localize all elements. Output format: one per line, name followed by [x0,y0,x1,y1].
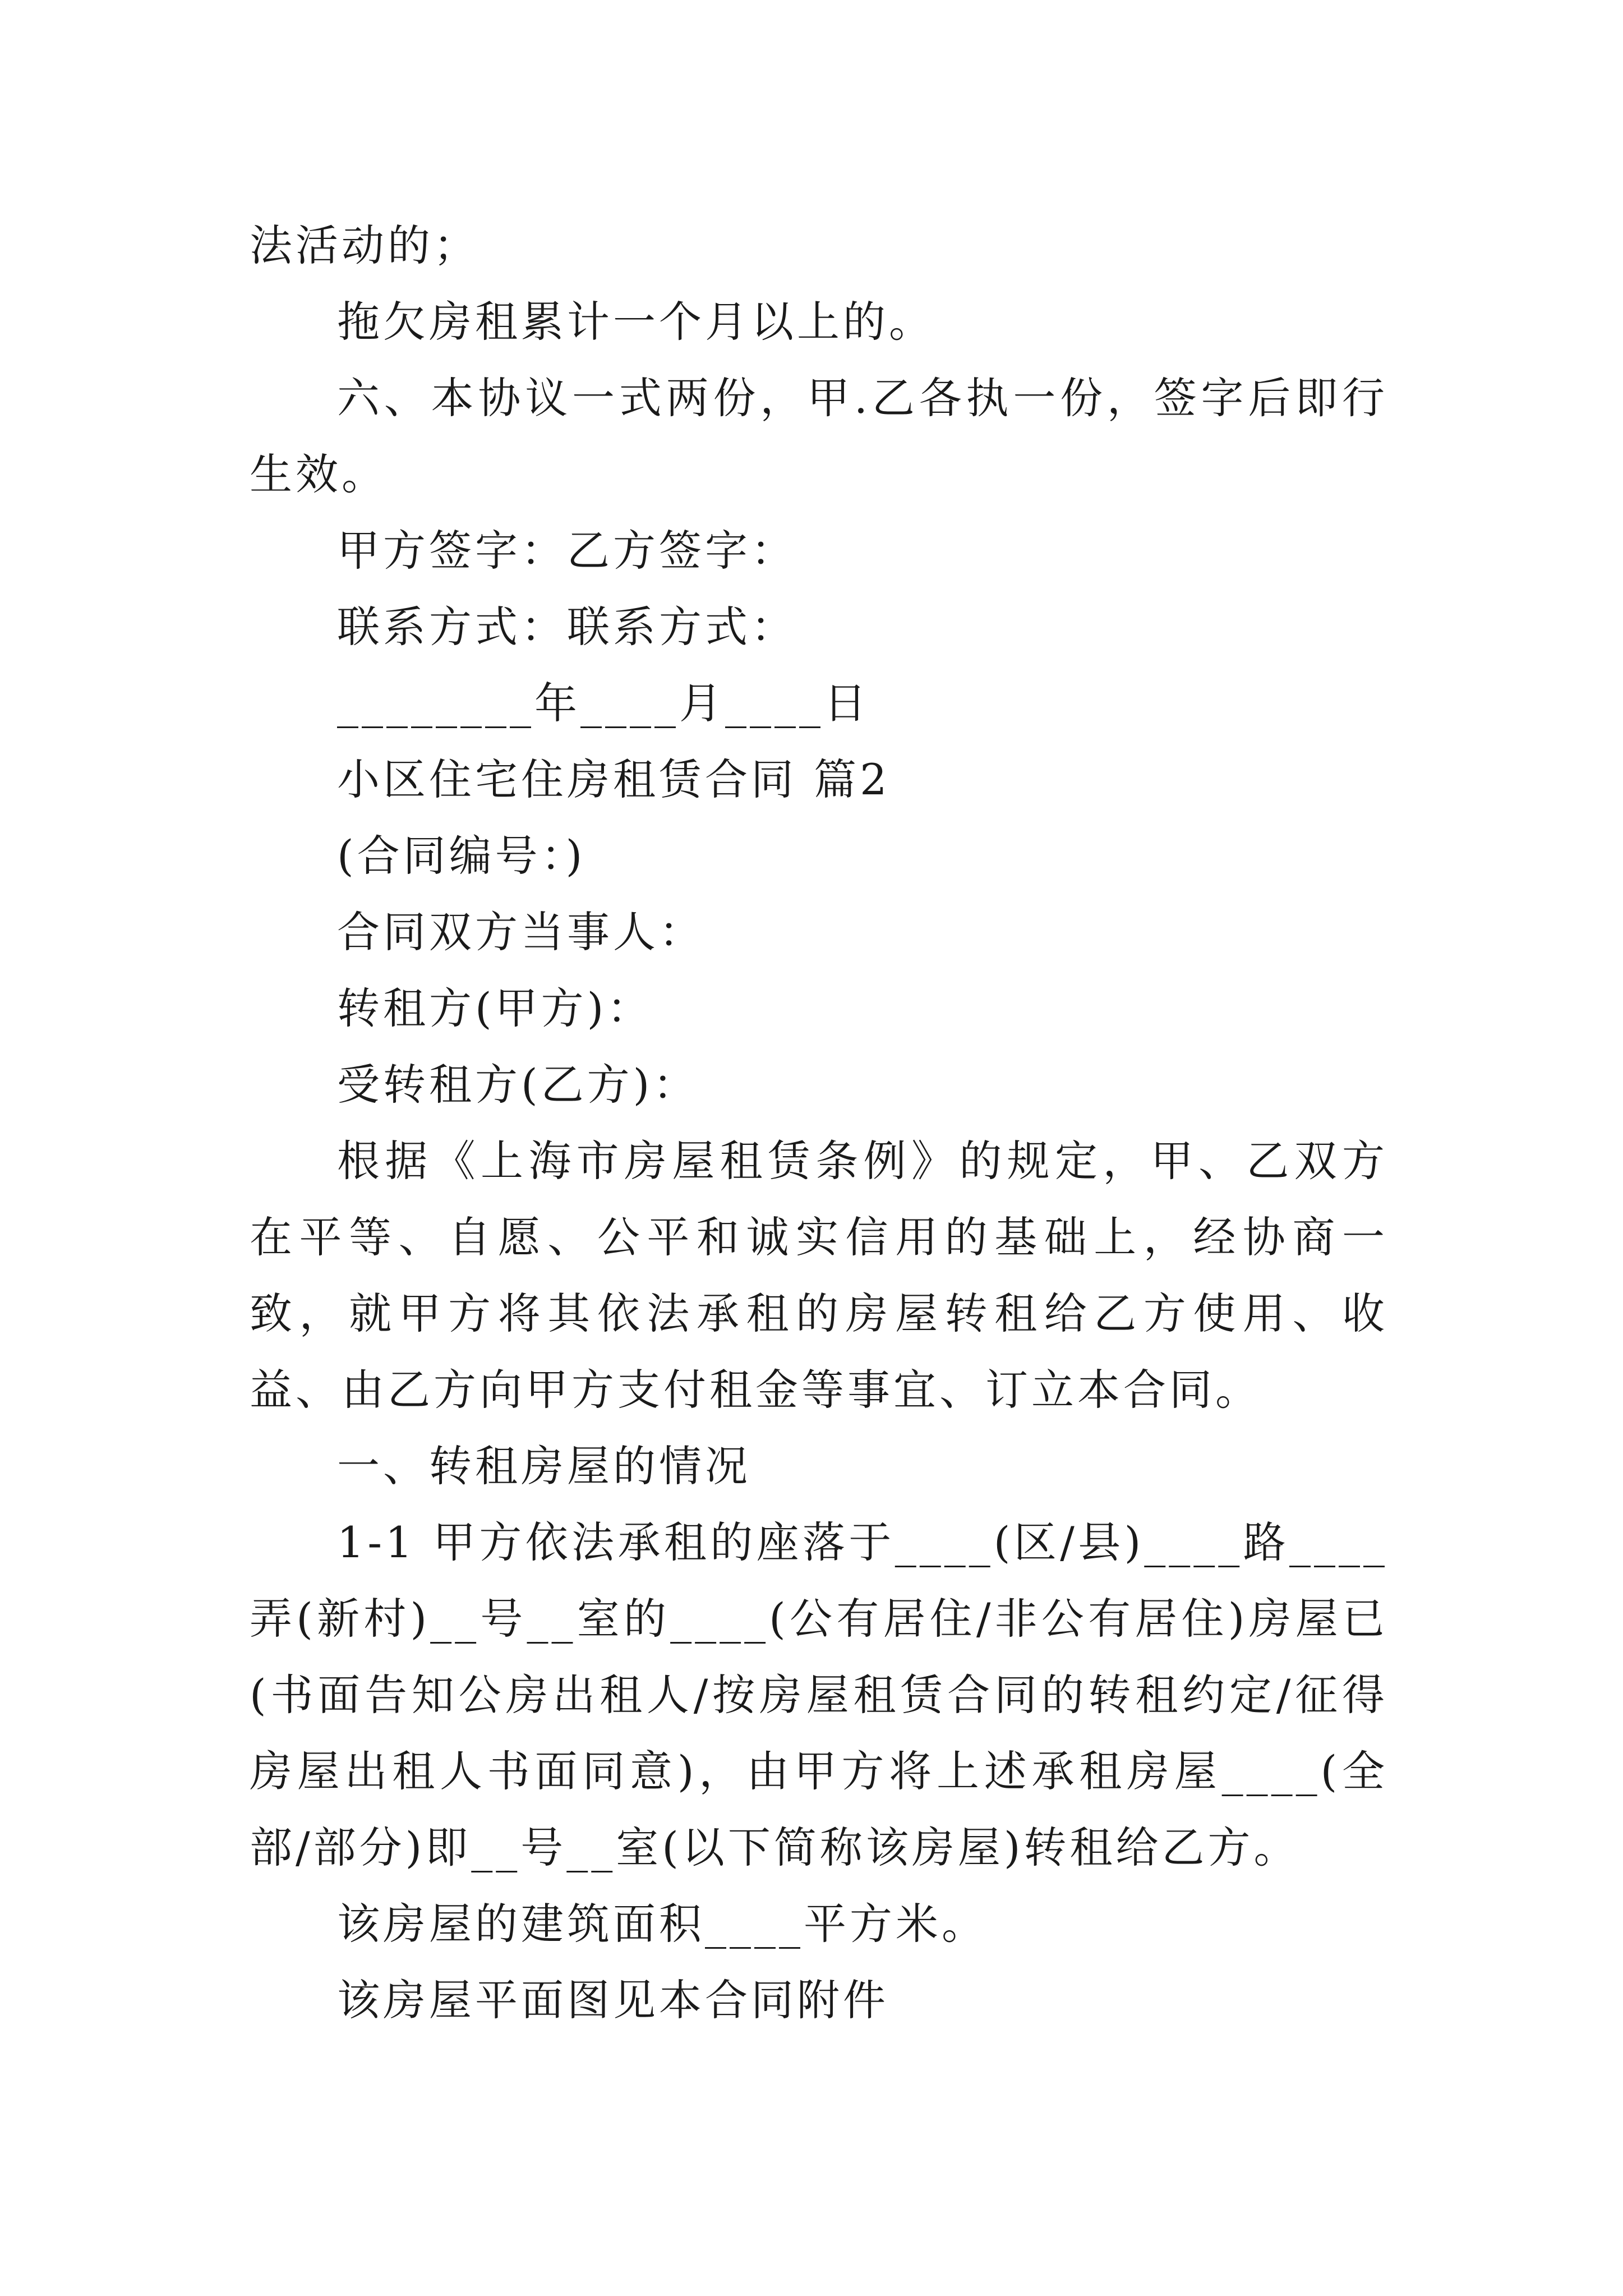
paragraph-contract-number: (合同编号：) [337,831,586,881]
paragraph-party-a: 转租方(甲方)： [337,983,653,1033]
paragraph-floor-plan: 该房屋平面图见本合同附件 [337,1975,889,2025]
paragraph-preamble: 根据《上海市房屋租赁条例》的规定，甲、乙双方在平等、自愿、公平和诚实信用的基础上，经协商一致，就甲方将其依法承租的房屋转租给乙方使用、收益、由乙方向甲方支付租金等事宜、订立本合同。 [250,1136,1388,1415]
paragraph-clause-six: 六、本协议一式两份，甲.乙各执一份，签字后即行生效。 [250,373,1388,499]
document-body [250,208,1388,2039]
paragraph-parties: 合同双方当事人： [337,907,705,957]
section-title: 小区住宅住房租赁合同 篇2 [337,754,891,804]
paragraph-date-line: ________年____月____日 [337,678,870,728]
paragraph-party-b: 受转租方(乙方)： [337,1060,699,1110]
paragraph-signatures: 甲方签字：乙方签字： [337,526,797,576]
paragraph-floor-area: 该房屋的建筑面积____平方米。 [337,1899,988,1949]
paragraph-clause-1-1: 1-1 甲方依法承租的座落于____(区/县)____路____弄(新村)__号__室的____(公有居住/非公有居住)房屋已(书面告知公房出租人/按房屋租赁合同的转租约定/征得房屋出租人书面同意)，由甲方将上述承租房屋____(全部/部分)即__号__室(以下简称该房屋)转租给乙方。 [250,1517,1388,1872]
paragraph-illegal-activity: 法活动的； [250,220,479,270]
paragraph-contacts: 联系方式：联系方式： [337,602,797,652]
paragraph-rent-arrears: 拖欠房租累计一个月以上的。 [337,297,935,347]
paragraph-section-one-heading: 一、转租房屋的情况 [337,1441,751,1491]
